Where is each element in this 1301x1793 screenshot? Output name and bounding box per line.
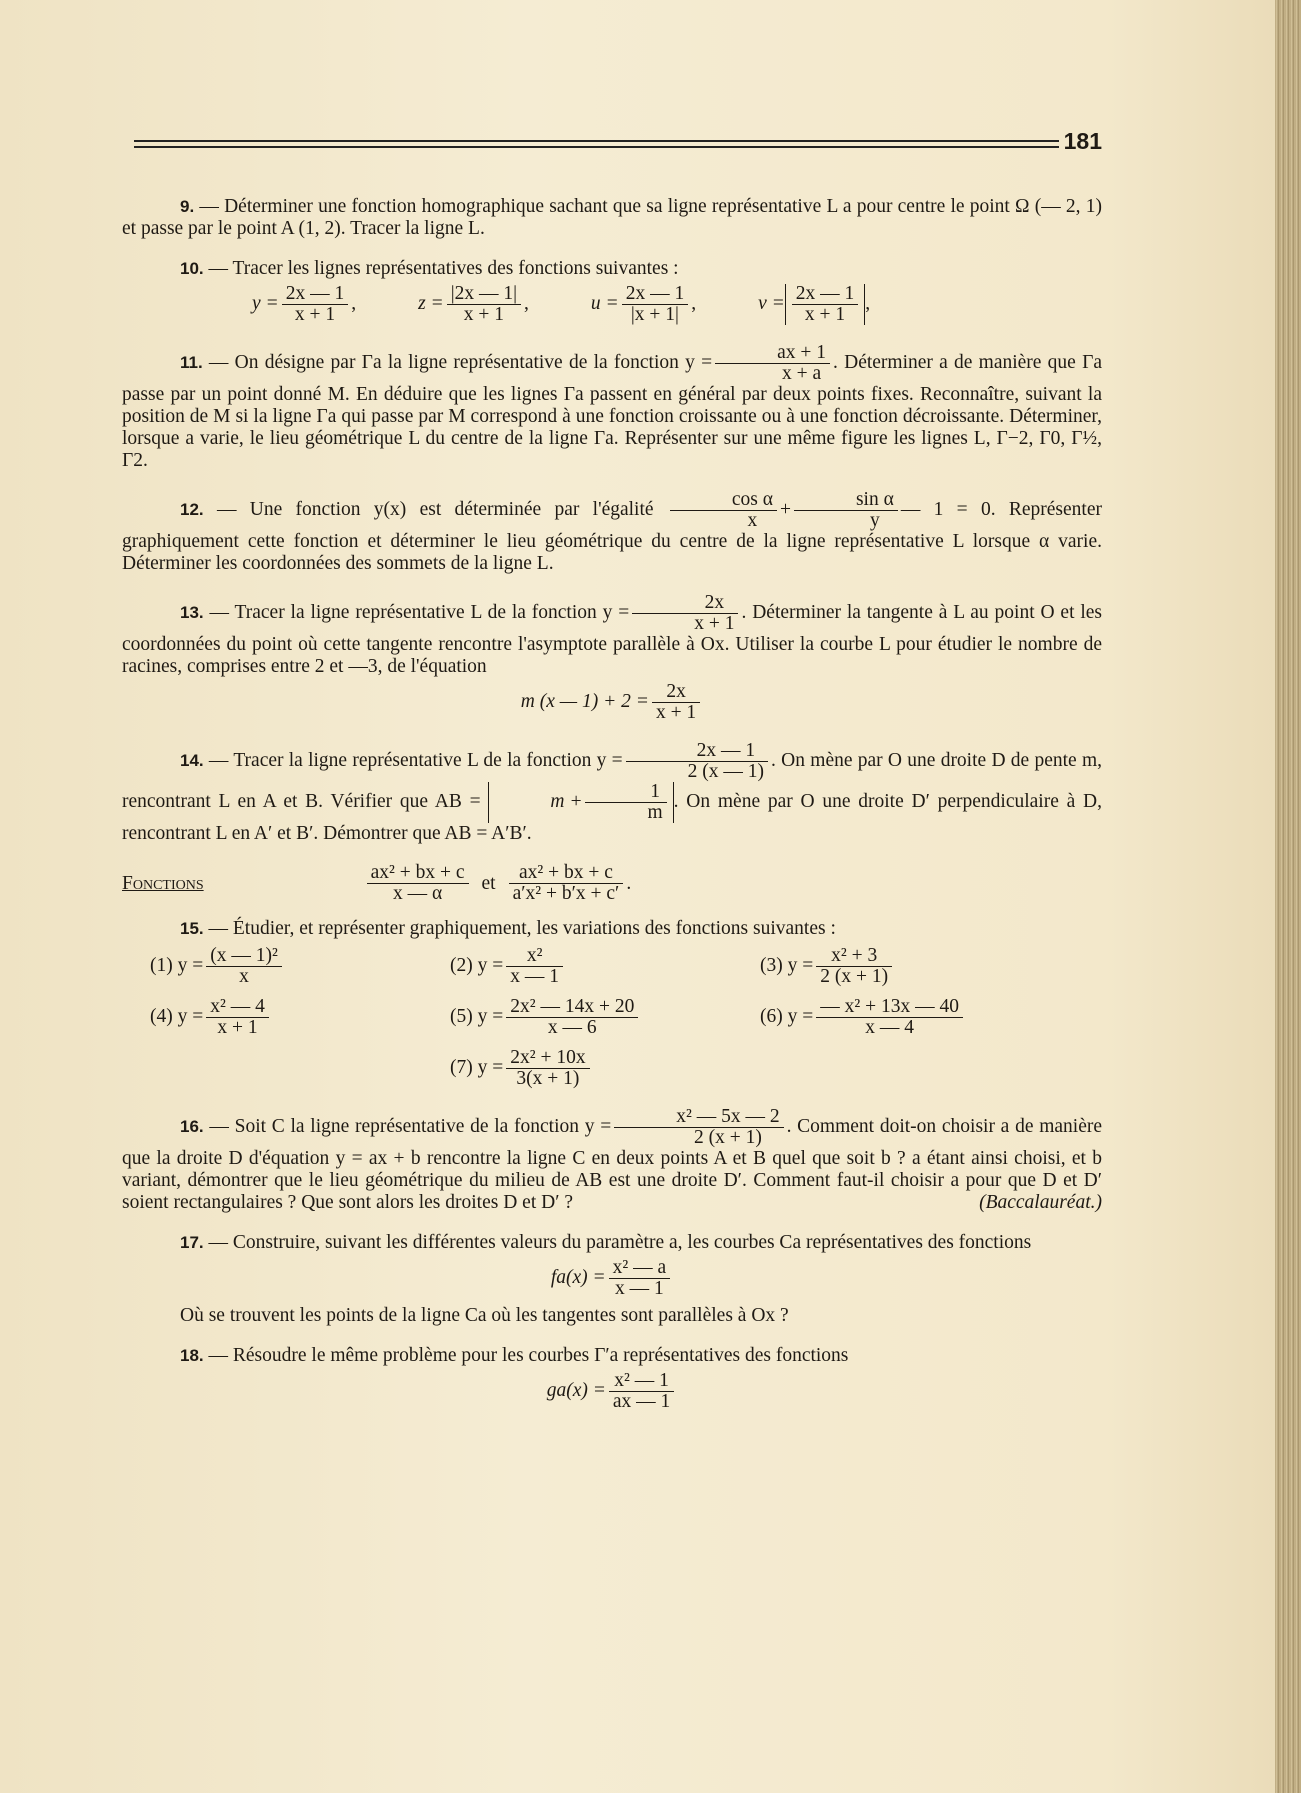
exercise-number: 9. <box>180 197 195 216</box>
numerator: (x — 1)² <box>206 946 282 967</box>
denominator: x + a <box>781 363 822 384</box>
exercise-text: . On mène par O une droite D de pente m, rencontrant L en A et B. Vérifier que AB = <box>122 749 1102 812</box>
numerator: 2x — 1 <box>282 284 349 305</box>
exercise-number: 10. <box>180 259 204 278</box>
header-rule <box>134 140 1059 142</box>
exercise-number: 11. <box>180 352 203 372</box>
denominator: |x + 1| <box>630 304 679 325</box>
operator: + <box>779 498 791 520</box>
exercise-text: — Tracer la ligne représentative L de la fonction y = <box>203 601 630 623</box>
page-content <box>122 196 1102 1430</box>
exercise-text: . Déterminer la tangente à L au point O et les coordonnées du point où cette tangente rencontre l'asymptote parallèle à Ox. Utiliser la courbe L pour étudier le nombre de racines, comprises entre 2 et —3, de l'équation <box>122 601 1103 677</box>
numerator: x² <box>506 946 563 967</box>
punctuation: . <box>626 872 632 894</box>
exercise-text: . Comment doit-on choisir a de manière que la droite D d'équation y = ax + b rencontre la ligne C en deux points A et B quel que soit b ? a étant ainsi choisi, et b variant, démontrer que le lieu géométrique du milieu de AB est une droite D′. Comment faut-il choisir a pour que D et D′ soient rectangulaires ? Que sont alors les droites D et D′ ? <box>122 1115 1102 1213</box>
exercise-17 <box>122 1232 1102 1327</box>
numerator: sin α <box>794 490 898 511</box>
exercise-11 <box>122 343 1102 472</box>
header-rule <box>134 146 1059 148</box>
equation-lhs: fa(x) = <box>550 1266 606 1288</box>
numerator: 2x² + 10x <box>506 1048 589 1069</box>
denominator: x — 4 <box>865 1017 914 1038</box>
exercise-10 <box>122 258 1102 325</box>
exercise-text: — Soit C la ligne représentative de la fonction y = <box>203 1115 612 1137</box>
section-title: Fonctions <box>122 872 204 894</box>
denominator: x + 1 <box>294 304 336 325</box>
formula-lhs: u = <box>590 292 619 314</box>
exercise-number: 12. <box>180 499 204 519</box>
denominator: x + 1 <box>655 702 697 723</box>
exercise-16 <box>122 1107 1102 1214</box>
exercise-text: — Résoudre le même problème pour les courbes Γ′a représentatives des fonctions <box>203 1345 849 1366</box>
item-label: (1) y = <box>150 954 204 976</box>
exercise-14 <box>122 741 1102 845</box>
numerator: ax + 1 <box>715 343 830 364</box>
numerator: 2x <box>652 682 700 703</box>
exercise-15 <box>122 918 1102 1089</box>
numerator: 2x — 1 <box>626 741 768 762</box>
exercise-text: — Une fonction y(x) est déterminée par l'égalité <box>203 498 654 520</box>
formula-lhs: y = <box>252 292 279 314</box>
numerator: x² — 1 <box>609 1371 674 1392</box>
denominator: x <box>239 966 249 987</box>
source-citation: (Baccalauréat.) <box>979 1192 1102 1213</box>
exercise-number: 17. <box>180 1233 204 1252</box>
absolute-value <box>488 782 673 823</box>
function-item <box>450 1048 760 1089</box>
exercise-12 <box>122 490 1102 575</box>
exercise-text: — Tracer les lignes représentatives des fonctions suivantes : <box>203 258 679 279</box>
exercise-text: — Déterminer une fonction homographique sachant que sa ligne représentative L a pour centre le point Ω (— 2, 1) et passe par le point A (1, 2). Tracer la ligne L. <box>122 196 1102 239</box>
denominator: m <box>647 802 663 823</box>
exercise-text: — Tracer la ligne représentative L de la fonction y = <box>203 749 623 771</box>
page-number: 181 <box>1063 128 1102 154</box>
section-heading <box>122 863 1102 904</box>
exercise-number: 18. <box>180 1346 204 1365</box>
running-head <box>134 128 1102 164</box>
denominator: x + 1 <box>463 304 504 325</box>
denominator: x + 1 <box>694 613 735 634</box>
numerator: x² — 4 <box>206 997 269 1018</box>
denominator: 2 (x + 1) <box>820 966 889 987</box>
item-label: (4) y = <box>150 1005 204 1027</box>
exercise-13 <box>122 593 1102 723</box>
denominator: 2 (x — 1) <box>687 761 765 782</box>
function-item <box>450 997 760 1038</box>
numerator: 2x — 1 <box>792 284 859 305</box>
numerator: x² — a <box>609 1258 671 1279</box>
function-item <box>760 946 1060 987</box>
denominator: x — 6 <box>547 1017 597 1038</box>
item-label: (2) y = <box>450 954 504 976</box>
formula: v = $\frac{2x — 1}{x + 1}$ , <box>758 283 871 325</box>
denominator: x + 1 <box>804 304 846 325</box>
formula-lhs: v = <box>758 292 785 314</box>
exercise-text: — On désigne par Γa la ligne représentative de la fonction y = <box>202 351 713 373</box>
conjunction: et <box>481 872 496 894</box>
numerator: cos α <box>670 490 777 511</box>
exercise-number: 14. <box>180 750 204 770</box>
numerator: |2x — 1| <box>447 284 521 305</box>
exercise-text: — Étudier, et représenter graphiquement, les variations des fonctions suivantes : <box>203 918 836 939</box>
denominator: x + 1 <box>217 1017 258 1038</box>
item-label: (6) y = <box>760 1005 814 1027</box>
exercise-9 <box>122 196 1102 240</box>
denominator: x <box>747 510 758 531</box>
item-label: (7) y = <box>450 1056 504 1078</box>
formula-row <box>122 284 1102 325</box>
function-item <box>150 946 450 987</box>
equation-lhs: m (x — 1) + 2 = <box>520 690 649 712</box>
exercise-text: . On mène par O une droite D′ perpendiculaire à D, rencontrant L en A′ et B′. Démontrer que AB = A′B′. <box>122 790 1102 844</box>
numerator: ax² + bx + c <box>509 863 624 884</box>
item-label: (3) y = <box>760 954 814 976</box>
function-item <box>760 997 1060 1038</box>
denominator: a′x² + b′x + c′ <box>512 883 620 904</box>
exercise-text: — 1 = 0. Représenter graphiquement cette fonction et déterminer le lieu géométrique du centre de la ligne représentative L lorsque α varie. Déterminer les coordonnées des sommets de la ligne L. <box>122 498 1102 574</box>
abs-term: m + <box>550 790 583 812</box>
denominator: x — 1 <box>615 1278 664 1299</box>
equation-lhs: ga(x) = <box>546 1379 606 1401</box>
formula: z = $\frac{|2x — 1|}{x + 1}$ , <box>418 283 529 325</box>
exercise-number: 13. <box>180 602 204 622</box>
exercise-text: — Construire, suivant les différentes valeurs du paramètre a, les courbes Ca représentatives des fonctions <box>203 1232 1032 1253</box>
page-edge <box>1275 0 1301 1793</box>
numerator: 2x — 1 <box>622 284 689 305</box>
equation <box>122 1371 1102 1412</box>
equation <box>122 1258 1102 1299</box>
exercise-question: Où se trouvent les points de la ligne Ca où les tangentes sont parallèles à Ox ? <box>180 1305 789 1326</box>
denominator: x — 1 <box>510 966 559 987</box>
exercise-number: 16. <box>180 1116 204 1136</box>
function-item <box>450 946 760 987</box>
formula: u = $\frac{2x — 1}{|x + 1|}$ , <box>590 283 697 325</box>
numerator: ax² + bx + c <box>367 863 469 884</box>
exercise-number: 15. <box>180 919 204 938</box>
function-list <box>150 946 1102 1089</box>
numerator: — x² + 13x — 40 <box>816 997 963 1018</box>
exercise-text: . Déterminer a de manière que Γa passe par un point donné M. En déduire que les lignes Γa passent en général par deux points fixes. Reconnaître, suivant la position de M si la ligne Γa qui passe par M correspond à une fonction croissante ou à une fonction décroissante. Déterminer, lorsque a varie, le lieu géométrique L du centre de la ligne Γa. Représenter sur une même figure les lignes L, Γ−2, Γ0, Γ½, Γ2. <box>122 351 1102 471</box>
function-item <box>150 997 450 1038</box>
numerator: 1 <box>585 782 666 803</box>
denominator: x — α <box>392 883 443 904</box>
numerator: x² — 5x — 2 <box>614 1107 783 1128</box>
item-label: (5) y = <box>450 1005 504 1027</box>
formula: y = $\frac{2x — 1}{x + 1}$ , <box>252 283 357 325</box>
formula-lhs: z = <box>418 292 444 314</box>
numerator: 2x² — 14x + 20 <box>506 997 638 1018</box>
denominator: y <box>870 510 880 531</box>
denominator: 3(x + 1) <box>516 1068 580 1089</box>
denominator: ax — 1 <box>612 1391 671 1412</box>
denominator: 2 (x + 1) <box>693 1127 762 1148</box>
equation <box>122 682 1102 723</box>
numerator: 2x <box>632 593 738 614</box>
exercise-18 <box>122 1345 1102 1412</box>
numerator: x² + 3 <box>816 946 892 967</box>
